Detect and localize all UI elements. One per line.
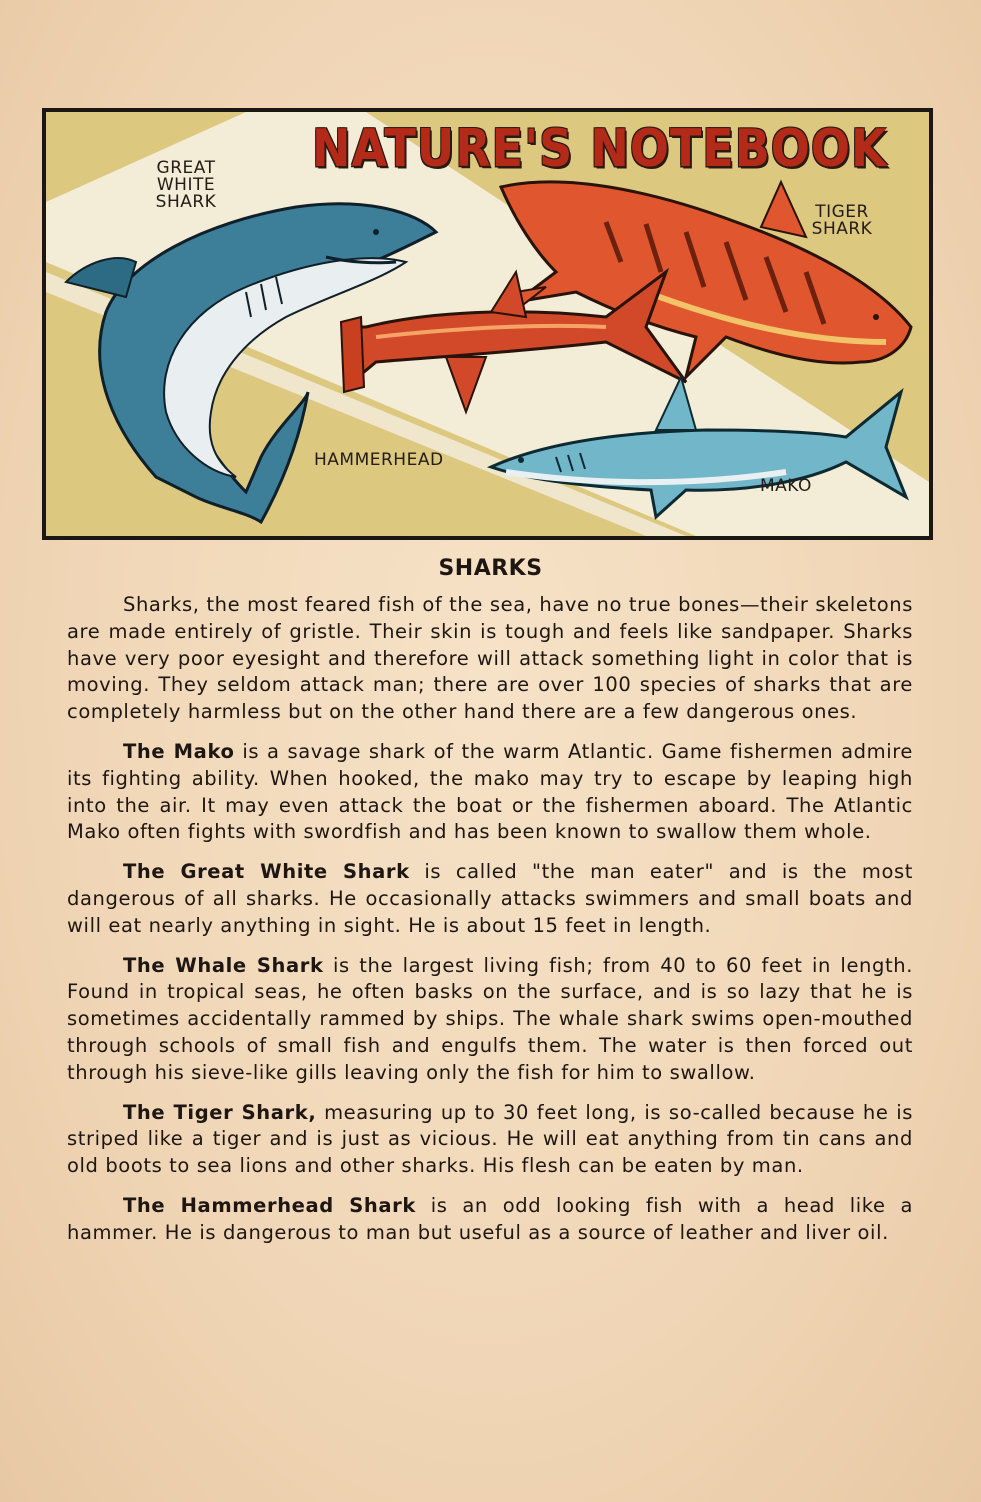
intro-paragraph: Sharks, the most feared fish of the sea, have no true bones—their skeletons are made entirely of gristle. Their skin is tough and feels like sandpaper. Sharks have very poor eyesight and therefore will attack something light in color that is moving. They seldom attack man; there are over 100 species of sharks that are completely harmless but on the other hand there are a few dangerous ones. <box>67 593 913 724</box>
article-heading: SHARKS <box>438 556 543 581</box>
paragraph-mako <box>67 739 913 846</box>
lead-great-white: The Great White Shark <box>123 860 410 884</box>
label-great-white: GREAT WHITE SHARK <box>155 158 217 212</box>
body-whale: is the largest living fish; from 40 to 60 feet in length. Found in tropical seas, he often basks on the surface, and is so lazy that he is sometimes accidentally rammed by ships. The whale shark swims open-mouthed through schools of small fish and engulfs them. The water is then forced out through his sieve-like gills leaving only the fish for him to swallow. <box>67 953 913 1084</box>
body-tiger: measuring up to 30 feet long, is so-called because he is striped like a tiger and is just as vicious. He will eat anything from tin cans and old boots to sea lions and other sharks. His flesh can be eaten by man. <box>67 1100 913 1178</box>
body-mako: is a savage shark of the warm Atlantic. Game fishermen admire its fighting ability. When hooked, the mako may try to escape by leaping high into the air. It may even attack the boat or the fishermen aboard. The Atlantic Mako often fights with swordfish and has been known to swallow them whole. <box>67 739 913 844</box>
lead-mako: The Mako <box>123 739 235 763</box>
paragraph-hammerhead <box>67 1193 913 1247</box>
body-great-white: is called "the man eater" and is the most dangerous of all sharks. He occasionally attacks swimmers and small boats and will eat nearly anything in sight. He is about 15 feet in length. <box>67 860 913 937</box>
lead-whale: The Whale Shark <box>123 953 324 977</box>
lead-tiger: The Tiger Shark, <box>123 1100 317 1124</box>
label-tiger: TIGER SHARK <box>811 202 873 239</box>
paragraph-tiger <box>67 1100 913 1180</box>
paragraph-great-white <box>67 859 913 939</box>
lead-hammerhead: The Hammerhead Shark <box>123 1193 416 1217</box>
page-title: NATURE'S NOTEBOOK <box>312 118 888 179</box>
body-hammerhead: is an odd looking fish with a head like a hammer. He is dangerous to man but useful as a source of leather and liver oil. <box>67 1193 913 1244</box>
label-mako: MAKO <box>760 476 812 496</box>
article-body <box>67 592 913 1260</box>
paragraph-whale <box>67 953 913 1087</box>
label-hammerhead: HAMMERHEAD <box>314 450 444 470</box>
